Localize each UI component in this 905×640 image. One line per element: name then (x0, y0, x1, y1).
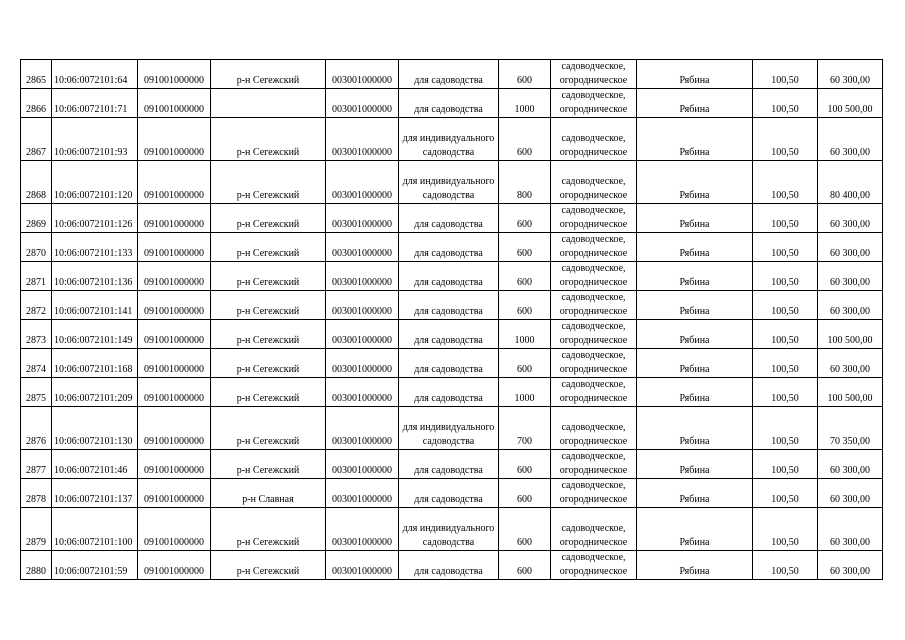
cell-oktmo-code: 003001000000 (326, 262, 399, 291)
cell-settlement: Рябина (637, 349, 753, 378)
cell-district: р-н Сегежский (211, 262, 326, 291)
cell-oktmo-code: 003001000000 (326, 118, 399, 161)
cell-district: р-н Сегежский (211, 320, 326, 349)
cell-okato-code: 091001000000 (138, 60, 211, 89)
cell-oktmo-code: 003001000000 (326, 233, 399, 262)
cell-area: 600 (499, 508, 551, 551)
cell-settlement: Рябина (637, 233, 753, 262)
cell-category: садоводческое, огородническое (551, 262, 637, 291)
cell-oktmo-code: 003001000000 (326, 378, 399, 407)
cell-district: р-н Сегежский (211, 407, 326, 450)
cell-okato-code: 091001000000 (138, 233, 211, 262)
cell-district: р-н Сегежский (211, 233, 326, 262)
cell-area: 600 (499, 349, 551, 378)
cell-cadastral-number: 10:06:0072101:209 (52, 378, 138, 407)
cell-rate: 100,50 (753, 349, 818, 378)
cell-okato-code: 091001000000 (138, 349, 211, 378)
cell-cadastral-number: 10:06:0072101:93 (52, 118, 138, 161)
cell-oktmo-code: 003001000000 (326, 551, 399, 580)
cell-permitted-use: для садоводства (399, 89, 499, 118)
cell-district: р-н Славная (211, 479, 326, 508)
cell-total: 100 500,00 (818, 320, 883, 349)
cell-oktmo-code: 003001000000 (326, 407, 399, 450)
cell-okato-code: 091001000000 (138, 407, 211, 450)
cell-rate: 100,50 (753, 450, 818, 479)
cell-category: садоводческое, огородническое (551, 291, 637, 320)
cell-oktmo-code: 003001000000 (326, 450, 399, 479)
cell-oktmo-code: 003001000000 (326, 161, 399, 204)
cell-total: 100 500,00 (818, 378, 883, 407)
cell-cadastral-number: 10:06:0072101:46 (52, 450, 138, 479)
cell-row-number: 2875 (21, 378, 52, 407)
cell-rate: 100,50 (753, 551, 818, 580)
cell-category: садоводческое, огородническое (551, 450, 637, 479)
cell-district (211, 89, 326, 118)
cell-cadastral-number: 10:06:0072101:100 (52, 508, 138, 551)
table-row (21, 262, 883, 291)
cell-total: 80 400,00 (818, 161, 883, 204)
cell-settlement: Рябина (637, 262, 753, 291)
cell-settlement: Рябина (637, 479, 753, 508)
cell-okato-code: 091001000000 (138, 479, 211, 508)
cell-permitted-use: для садоводства (399, 479, 499, 508)
cell-rate: 100,50 (753, 204, 818, 233)
cell-okato-code: 091001000000 (138, 204, 211, 233)
table-row (21, 291, 883, 320)
cell-permitted-use: для садоводства (399, 450, 499, 479)
land-parcels-table (20, 59, 883, 580)
cell-rate: 100,50 (753, 60, 818, 89)
cell-rate: 100,50 (753, 291, 818, 320)
cell-row-number: 2874 (21, 349, 52, 378)
cell-rate: 100,50 (753, 89, 818, 118)
cell-total: 60 300,00 (818, 349, 883, 378)
cell-oktmo-code: 003001000000 (326, 479, 399, 508)
cell-total: 60 300,00 (818, 479, 883, 508)
cell-permitted-use: для индивидуального садоводства (399, 118, 499, 161)
cell-okato-code: 091001000000 (138, 161, 211, 204)
cell-area: 600 (499, 450, 551, 479)
cell-settlement: Рябина (637, 89, 753, 118)
cell-row-number: 2866 (21, 89, 52, 118)
cell-permitted-use: для садоводства (399, 378, 499, 407)
cell-settlement: Рябина (637, 508, 753, 551)
cell-cadastral-number: 10:06:0072101:136 (52, 262, 138, 291)
cell-total: 60 300,00 (818, 551, 883, 580)
table-row (21, 161, 883, 204)
cell-category: садоводческое, огородническое (551, 89, 637, 118)
cell-okato-code: 091001000000 (138, 508, 211, 551)
cell-area: 700 (499, 407, 551, 450)
cell-district: р-н Сегежский (211, 118, 326, 161)
cell-cadastral-number: 10:06:0072101:133 (52, 233, 138, 262)
cell-area: 1000 (499, 89, 551, 118)
table-row (21, 508, 883, 551)
cell-district: р-н Сегежский (211, 60, 326, 89)
cell-area: 600 (499, 262, 551, 291)
cell-district: р-н Сегежский (211, 161, 326, 204)
cell-area: 600 (499, 551, 551, 580)
cell-permitted-use: для индивидуального садоводства (399, 407, 499, 450)
cell-rate: 100,50 (753, 407, 818, 450)
cell-permitted-use: для садоводства (399, 204, 499, 233)
cell-total: 60 300,00 (818, 233, 883, 262)
cell-category: садоводческое, огородническое (551, 551, 637, 580)
cell-category: садоводческое, огородническое (551, 320, 637, 349)
cell-district: р-н Сегежский (211, 508, 326, 551)
cell-cadastral-number: 10:06:0072101:126 (52, 204, 138, 233)
cell-permitted-use: для садоводства (399, 60, 499, 89)
cell-row-number: 2872 (21, 291, 52, 320)
table-row (21, 118, 883, 161)
cell-category: садоводческое, огородническое (551, 349, 637, 378)
cell-row-number: 2868 (21, 161, 52, 204)
cell-category: садоводческое, огородническое (551, 118, 637, 161)
cell-category: садоводческое, огородническое (551, 233, 637, 262)
cell-cadastral-number: 10:06:0072101:168 (52, 349, 138, 378)
cell-settlement: Рябина (637, 551, 753, 580)
cell-rate: 100,50 (753, 233, 818, 262)
cell-settlement: Рябина (637, 118, 753, 161)
cell-settlement: Рябина (637, 204, 753, 233)
cell-row-number: 2879 (21, 508, 52, 551)
cell-row-number: 2871 (21, 262, 52, 291)
cell-total: 60 300,00 (818, 262, 883, 291)
cell-total: 70 350,00 (818, 407, 883, 450)
cell-category: садоводческое, огородническое (551, 407, 637, 450)
cell-permitted-use: для садоводства (399, 349, 499, 378)
cell-settlement: Рябина (637, 291, 753, 320)
cell-settlement: Рябина (637, 320, 753, 349)
cell-okato-code: 091001000000 (138, 551, 211, 580)
cell-area: 600 (499, 233, 551, 262)
cell-permitted-use: для садоводства (399, 291, 499, 320)
cell-area: 600 (499, 479, 551, 508)
cell-district: р-н Сегежский (211, 349, 326, 378)
cell-row-number: 2873 (21, 320, 52, 349)
table-row (21, 407, 883, 450)
cell-settlement: Рябина (637, 378, 753, 407)
cell-oktmo-code: 003001000000 (326, 508, 399, 551)
cell-cadastral-number: 10:06:0072101:120 (52, 161, 138, 204)
cell-area: 600 (499, 204, 551, 233)
cell-cadastral-number: 10:06:0072101:130 (52, 407, 138, 450)
table-row (21, 450, 883, 479)
cell-category: садоводческое, огородническое (551, 378, 637, 407)
cell-settlement: Рябина (637, 407, 753, 450)
cell-row-number: 2878 (21, 479, 52, 508)
table-row (21, 204, 883, 233)
cell-district: р-н Сегежский (211, 378, 326, 407)
cell-permitted-use: для садоводства (399, 551, 499, 580)
cell-permitted-use: для индивидуального садоводства (399, 508, 499, 551)
table-row (21, 320, 883, 349)
cell-district: р-н Сегежский (211, 291, 326, 320)
cell-row-number: 2877 (21, 450, 52, 479)
cell-category: садоводческое, огородническое (551, 479, 637, 508)
cell-row-number: 2876 (21, 407, 52, 450)
table-row (21, 233, 883, 262)
cell-area: 600 (499, 60, 551, 89)
cell-oktmo-code: 003001000000 (326, 89, 399, 118)
table-row (21, 479, 883, 508)
cell-district: р-н Сегежский (211, 450, 326, 479)
cell-area: 800 (499, 161, 551, 204)
cell-settlement: Рябина (637, 60, 753, 89)
table-row (21, 89, 883, 118)
table-row (21, 349, 883, 378)
cell-area: 600 (499, 291, 551, 320)
cell-rate: 100,50 (753, 320, 818, 349)
cell-category: садоводческое, огородническое (551, 508, 637, 551)
cell-row-number: 2880 (21, 551, 52, 580)
cell-rate: 100,50 (753, 161, 818, 204)
cell-okato-code: 091001000000 (138, 89, 211, 118)
cell-permitted-use: для садоводства (399, 262, 499, 291)
cell-oktmo-code: 003001000000 (326, 60, 399, 89)
cell-permitted-use: для индивидуального садоводства (399, 161, 499, 204)
cell-oktmo-code: 003001000000 (326, 349, 399, 378)
cell-area: 1000 (499, 378, 551, 407)
cell-total: 60 300,00 (818, 60, 883, 89)
cell-cadastral-number: 10:06:0072101:141 (52, 291, 138, 320)
cell-rate: 100,50 (753, 118, 818, 161)
cell-total: 60 300,00 (818, 291, 883, 320)
cell-cadastral-number: 10:06:0072101:137 (52, 479, 138, 508)
cell-total: 60 300,00 (818, 204, 883, 233)
cell-oktmo-code: 003001000000 (326, 291, 399, 320)
cell-total: 60 300,00 (818, 450, 883, 479)
cell-okato-code: 091001000000 (138, 291, 211, 320)
cell-row-number: 2869 (21, 204, 52, 233)
cell-total: 60 300,00 (818, 118, 883, 161)
cell-okato-code: 091001000000 (138, 118, 211, 161)
cell-rate: 100,50 (753, 262, 818, 291)
cell-permitted-use: для садоводства (399, 233, 499, 262)
cell-category: садоводческое, огородническое (551, 60, 637, 89)
cell-oktmo-code: 003001000000 (326, 204, 399, 233)
cell-category: садоводческое, огородническое (551, 204, 637, 233)
cell-settlement: Рябина (637, 450, 753, 479)
cell-cadastral-number: 10:06:0072101:64 (52, 60, 138, 89)
cell-district: р-н Сегежский (211, 551, 326, 580)
cell-oktmo-code: 003001000000 (326, 320, 399, 349)
cell-row-number: 2865 (21, 60, 52, 89)
cell-rate: 100,50 (753, 479, 818, 508)
cell-okato-code: 091001000000 (138, 262, 211, 291)
cell-area: 1000 (499, 320, 551, 349)
cell-cadastral-number: 10:06:0072101:149 (52, 320, 138, 349)
cell-cadastral-number: 10:06:0072101:59 (52, 551, 138, 580)
cell-total: 60 300,00 (818, 508, 883, 551)
cell-category: садоводческое, огородническое (551, 161, 637, 204)
cell-district: р-н Сегежский (211, 204, 326, 233)
table-row (21, 551, 883, 580)
cell-row-number: 2870 (21, 233, 52, 262)
table-row (21, 378, 883, 407)
cell-cadastral-number: 10:06:0072101:71 (52, 89, 138, 118)
cell-okato-code: 091001000000 (138, 378, 211, 407)
cell-rate: 100,50 (753, 508, 818, 551)
cell-area: 600 (499, 118, 551, 161)
cell-row-number: 2867 (21, 118, 52, 161)
cell-okato-code: 091001000000 (138, 450, 211, 479)
cell-okato-code: 091001000000 (138, 320, 211, 349)
cell-total: 100 500,00 (818, 89, 883, 118)
table-row (21, 60, 883, 89)
cell-rate: 100,50 (753, 378, 818, 407)
cell-settlement: Рябина (637, 161, 753, 204)
cell-permitted-use: для садоводства (399, 320, 499, 349)
